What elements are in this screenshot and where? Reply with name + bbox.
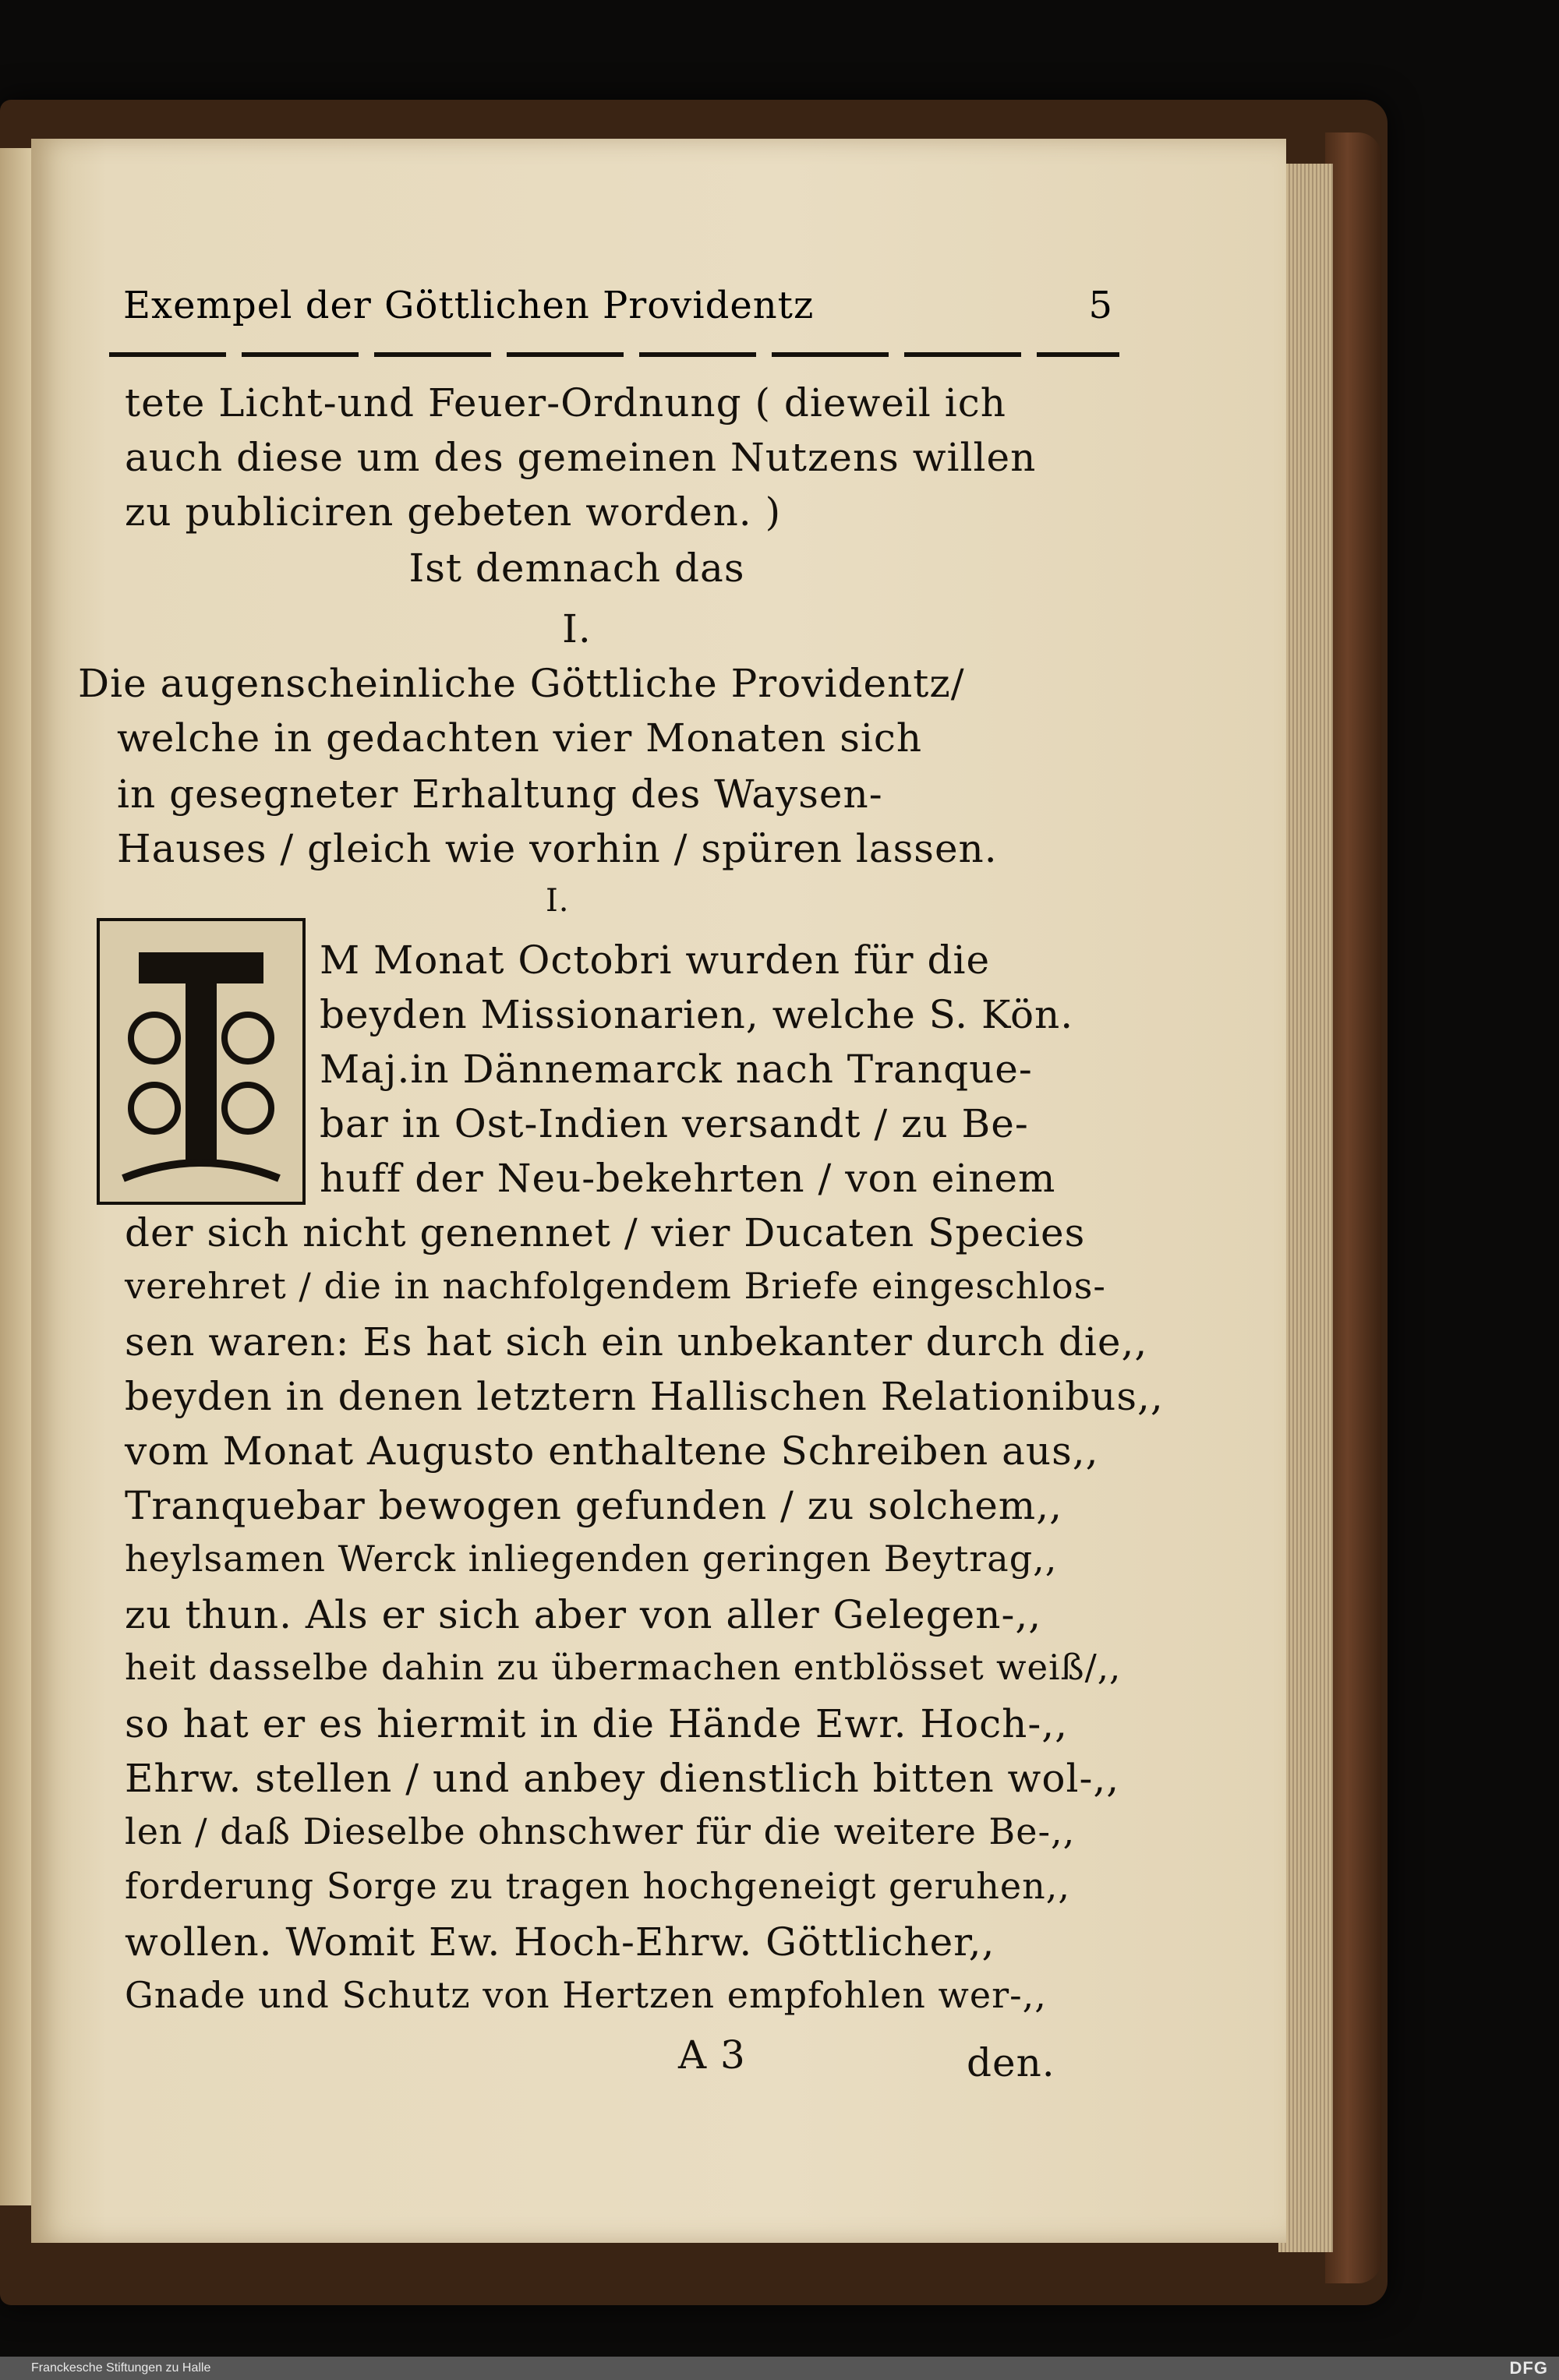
text-line: verehret / die in nachfolgendem Briefe eingeschlos- bbox=[125, 1265, 1106, 1307]
facing-page-edge bbox=[0, 148, 31, 2205]
text-line: Maj.in Dännemarck nach Tranque- bbox=[320, 1047, 1033, 1092]
text-line: bar in Ost-Indien versandt / zu Be- bbox=[320, 1101, 1029, 1146]
text-line: huff der Neu-bekehrten / von einem bbox=[320, 1156, 1056, 1201]
book-page bbox=[31, 139, 1286, 2243]
text-line: zu thun. Als er sich aber von aller Gelegen-,, bbox=[125, 1592, 1042, 1637]
catchword: den. bbox=[967, 2040, 1055, 2085]
text-line: forderung Sorge zu tragen hochgeneigt geruhen,, bbox=[125, 1865, 1070, 1907]
text-line: sen waren: Es hat sich ein unbekanter durch die,, bbox=[125, 1319, 1148, 1365]
section-heading-line: Die augenscheinliche Göttliche Providentz/ bbox=[78, 661, 965, 706]
section-heading-line: welche in gedachten vier Monaten sich bbox=[117, 715, 923, 761]
section-heading-line: in gesegneter Erhaltung des Waysen- bbox=[117, 772, 883, 817]
signature-mark: A 3 bbox=[678, 2032, 746, 2078]
decorated-initial bbox=[97, 918, 306, 1205]
text-line: so hat er es hiermit in die Hände Ewr. Hoch-,, bbox=[125, 1701, 1069, 1746]
text-line: vom Monat Augusto enthaltene Schreiben aus,, bbox=[125, 1428, 1099, 1474]
footer-institution: Franckesche Stiftungen zu Halle bbox=[31, 2361, 211, 2375]
text-line: beyden Missionarien, welche S. Kön. bbox=[320, 992, 1074, 1037]
page-number: 5 bbox=[1088, 284, 1113, 327]
footer-bar bbox=[0, 2357, 1559, 2380]
ornament-initial-icon bbox=[108, 929, 295, 1194]
section-number: I. bbox=[562, 606, 592, 651]
text-line: Tranquebar bewogen gefunden / zu solchem,, bbox=[125, 1483, 1062, 1528]
text-line: zu publiciren gebeten worden. ) bbox=[125, 489, 782, 535]
paragraph-number: I. bbox=[546, 883, 570, 919]
running-header bbox=[123, 273, 1113, 327]
section-intro: Ist demnach das bbox=[408, 546, 745, 591]
text-line: wollen. Womit Ew. Hoch-Ehrw. Göttlicher,, bbox=[125, 1919, 995, 1965]
text-line: heit dasselbe dahin zu übermachen entblösset weiß/,, bbox=[125, 1647, 1122, 1688]
text-line: M Monat Octobri wurden für die bbox=[320, 938, 991, 983]
text-line: beyden in denen letztern Hallischen Relationibus,, bbox=[125, 1374, 1164, 1419]
running-title: Exempel der Göttlichen Providentz bbox=[123, 284, 815, 327]
book-fore-edge-cover bbox=[1325, 132, 1381, 2283]
text-line: len / daß Dieselbe ohnschwer für die weitere Be-,, bbox=[125, 1810, 1076, 1852]
page-edges bbox=[1278, 164, 1333, 2252]
text-line: Gnade und Schutz von Hertzen empfohlen wer-,, bbox=[125, 1974, 1047, 2016]
text-line: heylsamen Werck inliegenden geringen Beytrag,, bbox=[125, 1538, 1058, 1580]
text-line: der sich nicht genennet / vier Ducaten Species bbox=[125, 1210, 1086, 1255]
dfg-logo: DFG bbox=[1509, 2358, 1548, 2378]
header-rule bbox=[109, 352, 1119, 357]
section-heading-line: Hauses / gleich wie vorhin / spüren lassen. bbox=[117, 826, 998, 871]
text-line: tete Licht-und Feuer-Ordnung ( dieweil ich bbox=[125, 380, 1006, 426]
text-line: Ehrw. stellen / und anbey dienstlich bitten wol-,, bbox=[125, 1756, 1120, 1801]
text-line: auch diese um des gemeinen Nutzens willen bbox=[125, 435, 1037, 480]
